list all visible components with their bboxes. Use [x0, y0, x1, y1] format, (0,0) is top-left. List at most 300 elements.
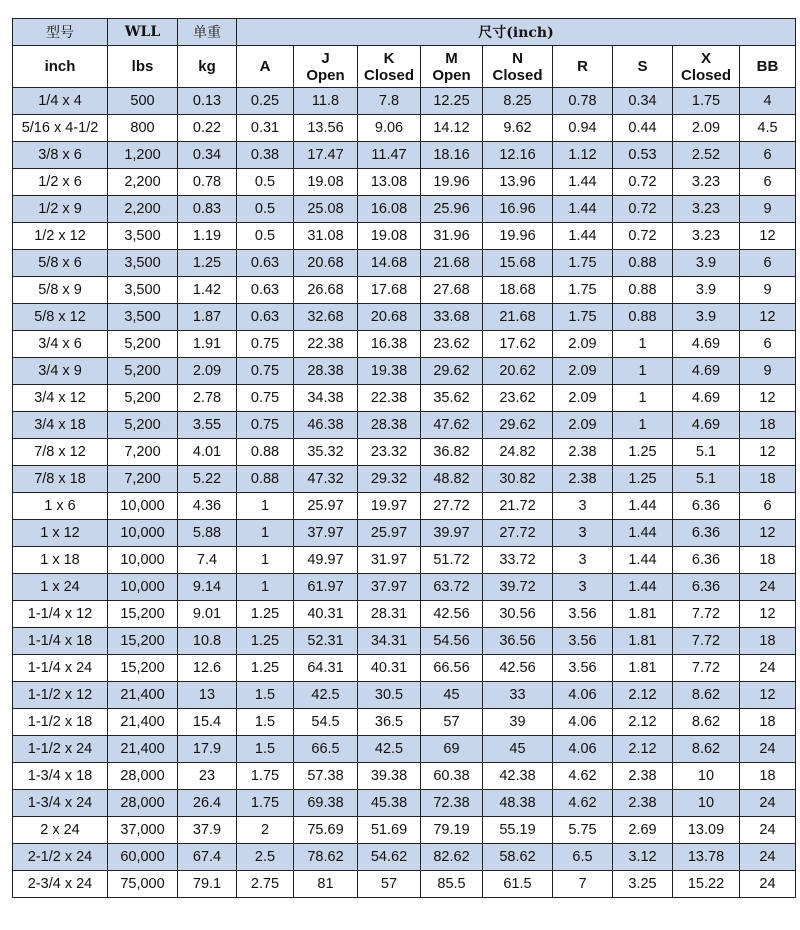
cell-size: 1-3/4 x 24	[13, 790, 108, 817]
cell-dim-bb: 18	[740, 547, 796, 574]
cell-dim-s: 1.44	[613, 520, 673, 547]
cell-dim-s: 1.81	[613, 601, 673, 628]
cell-dim-bb: 24	[740, 790, 796, 817]
cell-dim-s: 0.53	[613, 142, 673, 169]
cell-wll-lbs: 3,500	[108, 277, 178, 304]
cell-weight-kg: 1.42	[178, 277, 237, 304]
cell-dim-a: 1	[237, 547, 294, 574]
table-row	[13, 844, 796, 871]
cell-dim-bb: 12	[740, 223, 796, 250]
cell-wll-lbs: 5,200	[108, 385, 178, 412]
cell-dim-a: 1.5	[237, 736, 294, 763]
cell-dim-r: 4.06	[553, 682, 613, 709]
cell-weight-kg: 1.87	[178, 304, 237, 331]
subheader-bb: BB	[740, 46, 796, 88]
table-row	[13, 439, 796, 466]
cell-dim-x: 6.36	[673, 574, 740, 601]
cell-dim-s: 0.72	[613, 196, 673, 223]
cell-dim-bb: 24	[740, 574, 796, 601]
cell-size: 2 x 24	[13, 817, 108, 844]
cell-dim-j: 25.97	[294, 493, 358, 520]
subheader-j-letter: J	[321, 49, 330, 67]
cell-dim-r: 1.44	[553, 169, 613, 196]
subheader-inch: inch	[13, 46, 108, 88]
subheader-j	[294, 46, 358, 88]
cell-wll-lbs: 7,200	[108, 439, 178, 466]
cell-size: 1-1/2 x 18	[13, 709, 108, 736]
cell-weight-kg: 2.09	[178, 358, 237, 385]
table-row	[13, 412, 796, 439]
cell-weight-kg: 5.22	[178, 466, 237, 493]
cell-dim-m: 29.62	[421, 358, 483, 385]
cell-dim-bb: 24	[740, 736, 796, 763]
cell-dim-r: 1.44	[553, 223, 613, 250]
subheader-n-letter: N	[512, 49, 523, 67]
cell-dim-s: 1	[613, 358, 673, 385]
cell-dim-m: 69	[421, 736, 483, 763]
subheader-k-label: Closed	[363, 66, 414, 84]
cell-weight-kg: 2.78	[178, 385, 237, 412]
cell-dim-k: 16.08	[358, 196, 421, 223]
subheader-k	[358, 46, 421, 88]
cell-wll-lbs: 21,400	[108, 736, 178, 763]
subheader-lbs: lbs	[108, 46, 178, 88]
cell-dim-m: 82.62	[421, 844, 483, 871]
cell-dim-n: 48.38	[483, 790, 553, 817]
cell-wll-lbs: 3,500	[108, 250, 178, 277]
table-row	[13, 682, 796, 709]
cell-weight-kg: 23	[178, 763, 237, 790]
cell-size: 5/16 x 4-1/2	[13, 115, 108, 142]
cell-dim-j: 31.08	[294, 223, 358, 250]
cell-weight-kg: 5.88	[178, 520, 237, 547]
cell-dim-k: 36.5	[358, 709, 421, 736]
cell-dim-k: 17.68	[358, 277, 421, 304]
cell-dim-a: 1	[237, 574, 294, 601]
cell-dim-r: 3	[553, 547, 613, 574]
cell-dim-a: 0.5	[237, 196, 294, 223]
cell-dim-r: 2.38	[553, 466, 613, 493]
cell-dim-n: 19.96	[483, 223, 553, 250]
cell-size: 1 x 6	[13, 493, 108, 520]
cell-dim-n: 12.16	[483, 142, 553, 169]
cell-dim-r: 3.56	[553, 601, 613, 628]
cell-dim-s: 1.44	[613, 574, 673, 601]
cell-dim-n: 20.62	[483, 358, 553, 385]
subheader-n-label: Closed	[492, 66, 543, 84]
cell-dim-a: 2.5	[237, 844, 294, 871]
cell-dim-n: 13.96	[483, 169, 553, 196]
cell-dim-x: 10	[673, 763, 740, 790]
header-dimensions: 尺寸(inch)	[237, 19, 796, 46]
cell-size: 2-3/4 x 24	[13, 871, 108, 898]
cell-dim-s: 1.25	[613, 466, 673, 493]
cell-dim-m: 18.16	[421, 142, 483, 169]
cell-wll-lbs: 7,200	[108, 466, 178, 493]
cell-dim-bb: 18	[740, 763, 796, 790]
cell-dim-r: 3	[553, 493, 613, 520]
cell-dim-bb: 24	[740, 655, 796, 682]
cell-dim-j: 47.32	[294, 466, 358, 493]
cell-weight-kg: 1.25	[178, 250, 237, 277]
cell-dim-a: 0.88	[237, 466, 294, 493]
cell-dim-j: 20.68	[294, 250, 358, 277]
cell-dim-a: 0.5	[237, 169, 294, 196]
cell-dim-bb: 9	[740, 196, 796, 223]
header-model: 型号	[13, 19, 108, 46]
cell-dim-m: 35.62	[421, 385, 483, 412]
cell-dim-j: 66.5	[294, 736, 358, 763]
cell-dim-r: 3	[553, 520, 613, 547]
cell-size: 5/8 x 9	[13, 277, 108, 304]
cell-size: 3/4 x 6	[13, 331, 108, 358]
cell-dim-j: 61.97	[294, 574, 358, 601]
cell-size: 1-3/4 x 18	[13, 763, 108, 790]
cell-dim-x: 4.69	[673, 412, 740, 439]
cell-size: 1/2 x 6	[13, 169, 108, 196]
cell-dim-x: 7.72	[673, 628, 740, 655]
cell-dim-r: 1.44	[553, 196, 613, 223]
cell-dim-n: 39.72	[483, 574, 553, 601]
cell-dim-m: 79.19	[421, 817, 483, 844]
cell-dim-k: 22.38	[358, 385, 421, 412]
cell-dim-n: 55.19	[483, 817, 553, 844]
cell-dim-k: 28.38	[358, 412, 421, 439]
cell-dim-j: 78.62	[294, 844, 358, 871]
cell-weight-kg: 0.78	[178, 169, 237, 196]
cell-dim-s: 3.12	[613, 844, 673, 871]
cell-dim-x: 6.36	[673, 547, 740, 574]
cell-weight-kg: 26.4	[178, 790, 237, 817]
cell-dim-s: 2.38	[613, 790, 673, 817]
cell-dim-s: 2.69	[613, 817, 673, 844]
cell-dim-a: 1.5	[237, 682, 294, 709]
cell-dim-a: 1.25	[237, 601, 294, 628]
cell-dim-x: 3.23	[673, 196, 740, 223]
cell-dim-s: 3.25	[613, 871, 673, 898]
cell-dim-m: 60.38	[421, 763, 483, 790]
cell-dim-s: 1	[613, 331, 673, 358]
cell-dim-j: 42.5	[294, 682, 358, 709]
cell-dim-n: 39	[483, 709, 553, 736]
cell-dim-k: 23.32	[358, 439, 421, 466]
cell-dim-a: 0.31	[237, 115, 294, 142]
cell-dim-k: 20.68	[358, 304, 421, 331]
cell-dim-bb: 6	[740, 331, 796, 358]
cell-dim-x: 1.75	[673, 88, 740, 115]
cell-weight-kg: 12.6	[178, 655, 237, 682]
cell-dim-r: 1.75	[553, 277, 613, 304]
cell-dim-r: 6.5	[553, 844, 613, 871]
cell-dim-m: 48.82	[421, 466, 483, 493]
cell-dim-k: 31.97	[358, 547, 421, 574]
cell-size: 3/4 x 18	[13, 412, 108, 439]
cell-dim-m: 85.5	[421, 871, 483, 898]
cell-dim-j: 64.31	[294, 655, 358, 682]
cell-dim-j: 22.38	[294, 331, 358, 358]
cell-dim-m: 27.72	[421, 493, 483, 520]
cell-weight-kg: 67.4	[178, 844, 237, 871]
cell-dim-n: 61.5	[483, 871, 553, 898]
cell-dim-n: 42.56	[483, 655, 553, 682]
cell-dim-m: 12.25	[421, 88, 483, 115]
table-row	[13, 601, 796, 628]
cell-dim-bb: 18	[740, 709, 796, 736]
cell-dim-j: 69.38	[294, 790, 358, 817]
cell-weight-kg: 79.1	[178, 871, 237, 898]
cell-dim-n: 36.56	[483, 628, 553, 655]
table-row	[13, 169, 796, 196]
table-row	[13, 88, 796, 115]
cell-weight-kg: 13	[178, 682, 237, 709]
cell-dim-j: 81	[294, 871, 358, 898]
cell-dim-j: 25.08	[294, 196, 358, 223]
subheader-row	[13, 46, 796, 88]
table-row	[13, 385, 796, 412]
cell-dim-s: 1.25	[613, 439, 673, 466]
cell-dim-s: 0.44	[613, 115, 673, 142]
cell-size: 3/8 x 6	[13, 142, 108, 169]
cell-dim-r: 2.09	[553, 331, 613, 358]
cell-size: 1-1/4 x 12	[13, 601, 108, 628]
subheader-k-letter: K	[383, 49, 395, 67]
cell-dim-x: 15.22	[673, 871, 740, 898]
cell-weight-kg: 10.8	[178, 628, 237, 655]
cell-weight-kg: 0.22	[178, 115, 237, 142]
cell-dim-n: 8.25	[483, 88, 553, 115]
cell-dim-s: 1	[613, 412, 673, 439]
cell-dim-r: 1.75	[553, 304, 613, 331]
table-row	[13, 520, 796, 547]
cell-dim-bb: 18	[740, 628, 796, 655]
cell-dim-s: 2.12	[613, 709, 673, 736]
cell-dim-j: 32.68	[294, 304, 358, 331]
cell-dim-a: 0.38	[237, 142, 294, 169]
cell-wll-lbs: 500	[108, 88, 178, 115]
cell-dim-n: 33.72	[483, 547, 553, 574]
cell-dim-j: 54.5	[294, 709, 358, 736]
cell-dim-k: 19.08	[358, 223, 421, 250]
cell-dim-n: 45	[483, 736, 553, 763]
cell-wll-lbs: 5,200	[108, 358, 178, 385]
cell-size: 3/4 x 12	[13, 385, 108, 412]
cell-dim-m: 72.38	[421, 790, 483, 817]
cell-dim-bb: 9	[740, 277, 796, 304]
cell-dim-n: 9.62	[483, 115, 553, 142]
cell-wll-lbs: 75,000	[108, 871, 178, 898]
cell-dim-r: 0.78	[553, 88, 613, 115]
cell-dim-x: 6.36	[673, 520, 740, 547]
cell-weight-kg: 9.14	[178, 574, 237, 601]
table-row	[13, 466, 796, 493]
cell-dim-r: 4.06	[553, 736, 613, 763]
cell-dim-k: 45.38	[358, 790, 421, 817]
cell-dim-x: 3.23	[673, 169, 740, 196]
cell-dim-m: 45	[421, 682, 483, 709]
table-row	[13, 709, 796, 736]
header-wll: WLL	[108, 19, 178, 46]
cell-dim-s: 1.44	[613, 547, 673, 574]
cell-weight-kg: 9.01	[178, 601, 237, 628]
cell-wll-lbs: 10,000	[108, 547, 178, 574]
cell-dim-j: 57.38	[294, 763, 358, 790]
cell-dim-m: 42.56	[421, 601, 483, 628]
cell-dim-s: 0.88	[613, 304, 673, 331]
subheader-x-label: Closed	[680, 66, 731, 84]
cell-dim-bb: 6	[740, 169, 796, 196]
cell-weight-kg: 4.36	[178, 493, 237, 520]
cell-dim-s: 1.44	[613, 493, 673, 520]
cell-dim-m: 27.68	[421, 277, 483, 304]
cell-size: 1 x 24	[13, 574, 108, 601]
cell-dim-k: 7.8	[358, 88, 421, 115]
cell-dim-x: 13.09	[673, 817, 740, 844]
cell-dim-j: 28.38	[294, 358, 358, 385]
cell-size: 7/8 x 12	[13, 439, 108, 466]
cell-weight-kg: 4.01	[178, 439, 237, 466]
cell-dim-bb: 12	[740, 601, 796, 628]
cell-size: 1-1/4 x 24	[13, 655, 108, 682]
cell-dim-x: 3.23	[673, 223, 740, 250]
cell-dim-bb: 6	[740, 250, 796, 277]
cell-size: 1/2 x 9	[13, 196, 108, 223]
subheader-a: A	[237, 46, 294, 88]
cell-dim-j: 26.68	[294, 277, 358, 304]
cell-dim-m: 66.56	[421, 655, 483, 682]
cell-dim-bb: 24	[740, 871, 796, 898]
cell-size: 1-1/4 x 18	[13, 628, 108, 655]
cell-size: 1/4 x 4	[13, 88, 108, 115]
cell-wll-lbs: 37,000	[108, 817, 178, 844]
cell-weight-kg: 17.9	[178, 736, 237, 763]
cell-size: 3/4 x 9	[13, 358, 108, 385]
subheader-x-letter: X	[700, 49, 711, 67]
cell-wll-lbs: 28,000	[108, 763, 178, 790]
cell-weight-kg: 37.9	[178, 817, 237, 844]
cell-dim-a: 1.25	[237, 655, 294, 682]
cell-wll-lbs: 15,200	[108, 601, 178, 628]
table-row	[13, 331, 796, 358]
cell-dim-r: 2.09	[553, 385, 613, 412]
cell-dim-n: 17.62	[483, 331, 553, 358]
cell-dim-k: 19.97	[358, 493, 421, 520]
cell-dim-x: 3.9	[673, 250, 740, 277]
subheader-x	[673, 46, 740, 88]
cell-dim-r: 7	[553, 871, 613, 898]
cell-dim-m: 14.12	[421, 115, 483, 142]
cell-dim-bb: 24	[740, 844, 796, 871]
spec-table-container	[12, 18, 796, 898]
cell-weight-kg: 7.4	[178, 547, 237, 574]
cell-dim-x: 2.52	[673, 142, 740, 169]
cell-dim-k: 25.97	[358, 520, 421, 547]
cell-dim-a: 0.63	[237, 250, 294, 277]
cell-size: 2-1/2 x 24	[13, 844, 108, 871]
cell-dim-x: 7.72	[673, 601, 740, 628]
cell-dim-s: 0.88	[613, 277, 673, 304]
cell-dim-r: 2.38	[553, 439, 613, 466]
cell-weight-kg: 15.4	[178, 709, 237, 736]
cell-dim-s: 0.72	[613, 169, 673, 196]
header-row	[13, 19, 796, 46]
cell-dim-m: 54.56	[421, 628, 483, 655]
cell-dim-x: 3.9	[673, 304, 740, 331]
table-row	[13, 655, 796, 682]
cell-dim-m: 23.62	[421, 331, 483, 358]
cell-dim-k: 13.08	[358, 169, 421, 196]
cell-dim-m: 19.96	[421, 169, 483, 196]
cell-dim-a: 0.63	[237, 277, 294, 304]
cell-dim-x: 3.9	[673, 277, 740, 304]
cell-dim-n: 30.56	[483, 601, 553, 628]
cell-wll-lbs: 800	[108, 115, 178, 142]
cell-dim-k: 28.31	[358, 601, 421, 628]
cell-wll-lbs: 60,000	[108, 844, 178, 871]
cell-dim-j: 40.31	[294, 601, 358, 628]
subheader-kg: kg	[178, 46, 237, 88]
cell-dim-x: 4.69	[673, 358, 740, 385]
cell-dim-x: 5.1	[673, 439, 740, 466]
cell-dim-x: 7.72	[673, 655, 740, 682]
cell-dim-n: 15.68	[483, 250, 553, 277]
cell-dim-bb: 12	[740, 682, 796, 709]
cell-dim-j: 19.08	[294, 169, 358, 196]
cell-dim-j: 75.69	[294, 817, 358, 844]
cell-dim-k: 51.69	[358, 817, 421, 844]
cell-dim-j: 17.47	[294, 142, 358, 169]
table-row	[13, 736, 796, 763]
cell-wll-lbs: 5,200	[108, 331, 178, 358]
cell-dim-r: 0.94	[553, 115, 613, 142]
cell-weight-kg: 3.55	[178, 412, 237, 439]
cell-dim-m: 21.68	[421, 250, 483, 277]
cell-dim-r: 3.56	[553, 628, 613, 655]
cell-wll-lbs: 1,200	[108, 142, 178, 169]
table-row	[13, 547, 796, 574]
cell-dim-k: 16.38	[358, 331, 421, 358]
cell-dim-x: 4.69	[673, 331, 740, 358]
cell-dim-a: 1.25	[237, 628, 294, 655]
cell-size: 1-1/2 x 24	[13, 736, 108, 763]
cell-dim-m: 47.62	[421, 412, 483, 439]
cell-dim-bb: 12	[740, 520, 796, 547]
cell-wll-lbs: 15,200	[108, 628, 178, 655]
cell-dim-bb: 12	[740, 439, 796, 466]
cell-dim-m: 31.96	[421, 223, 483, 250]
cell-dim-k: 54.62	[358, 844, 421, 871]
cell-dim-j: 37.97	[294, 520, 358, 547]
cell-size: 1-1/2 x 12	[13, 682, 108, 709]
cell-wll-lbs: 2,200	[108, 196, 178, 223]
subheader-m-letter: M	[445, 49, 458, 67]
cell-dim-k: 30.5	[358, 682, 421, 709]
cell-dim-a: 0.88	[237, 439, 294, 466]
cell-dim-bb: 12	[740, 385, 796, 412]
cell-dim-x: 8.62	[673, 682, 740, 709]
header-unit-weight: 单重	[178, 19, 237, 46]
cell-dim-n: 33	[483, 682, 553, 709]
table-row	[13, 115, 796, 142]
cell-weight-kg: 0.83	[178, 196, 237, 223]
table-row	[13, 574, 796, 601]
cell-wll-lbs: 5,200	[108, 412, 178, 439]
subheader-m	[421, 46, 483, 88]
cell-dim-j: 34.38	[294, 385, 358, 412]
cell-dim-x: 5.1	[673, 466, 740, 493]
cell-dim-s: 1.81	[613, 655, 673, 682]
cell-dim-x: 2.09	[673, 115, 740, 142]
cell-wll-lbs: 10,000	[108, 520, 178, 547]
